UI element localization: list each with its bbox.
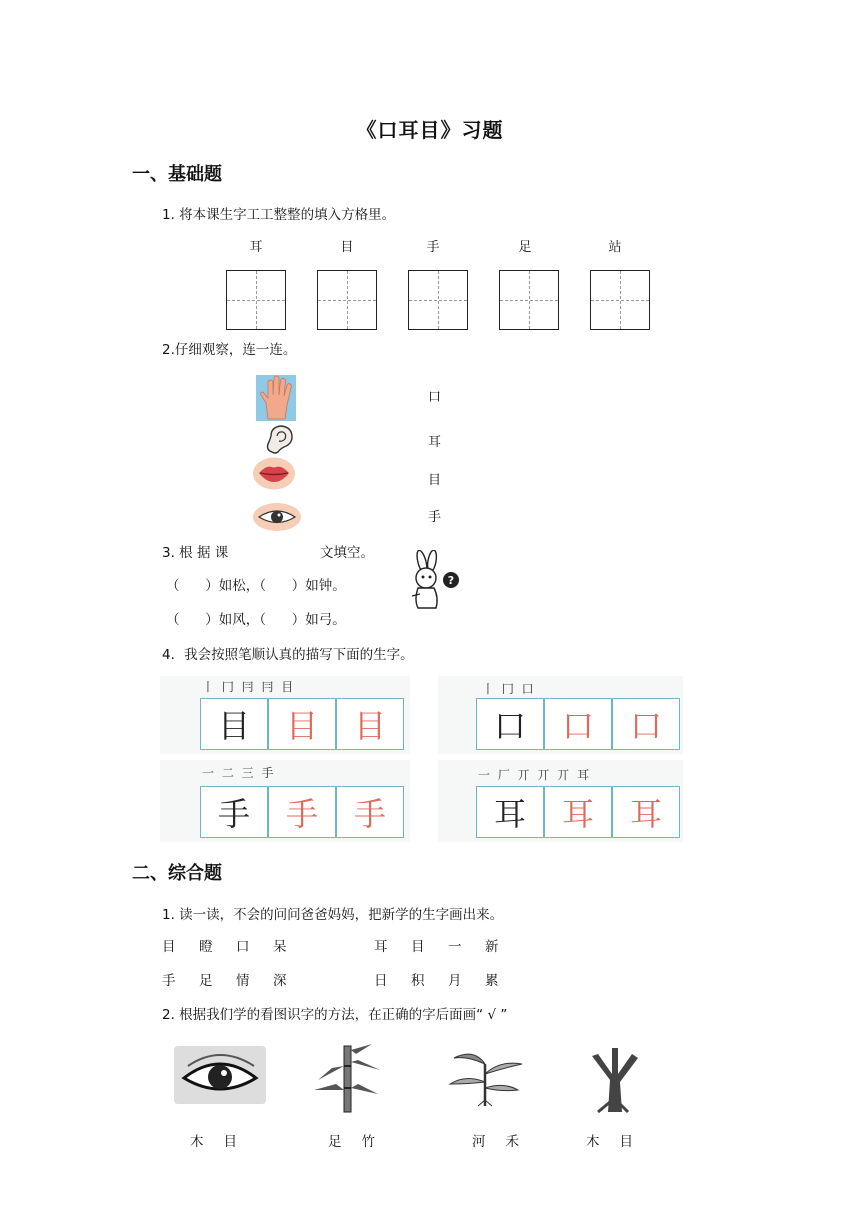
trace-cell[interactable]: 口 [544,698,612,750]
trace-cell[interactable]: 目 [268,698,336,750]
char-label-3: 手 [426,240,440,255]
option-char[interactable]: 木 [586,1134,600,1150]
idiom-char[interactable]: 月 [448,973,462,989]
option-char[interactable]: 木 [190,1134,204,1150]
trace-cell[interactable]: 目 [200,698,268,750]
idiom-char[interactable]: 口 [236,939,250,955]
eye-drawing [174,1046,266,1104]
trace-block-4 [438,760,683,842]
trace-cell[interactable]: 耳 [476,786,544,838]
q2-text: 2.仔细观察，连一连。 [162,342,297,358]
writing-grid-4[interactable] [499,270,559,330]
trace-cell[interactable]: 耳 [612,786,680,838]
idiom-char[interactable]: 累 [485,973,499,989]
q3-line-2[interactable]: （ ）如风，（ ）如弓。 [166,612,346,628]
trace-cell[interactable]: 手 [268,786,336,838]
option-1 [190,1130,237,1150]
option-char[interactable]: 禾 [505,1134,519,1150]
trace-cell[interactable]: 目 [336,698,404,750]
match-word-4[interactable]: 手 [428,510,442,525]
q3-text-a: 3. 根 据 课 [162,545,229,561]
char-label-5: 站 [608,240,622,255]
svg-text:?: ? [447,574,455,587]
grain-plant-drawing [444,1044,526,1108]
trace-block-3 [160,760,410,842]
stroke-order-4: 一 厂 丌 丌 丌 耳 [478,768,592,782]
q3-text-b: 文填空。 [320,545,374,561]
idiom-char[interactable]: 呆 [273,939,287,955]
q4-text: 4．我会按照笔顺认真的描写下面的生字。 [162,647,414,663]
q1-text: 1. 将本课生字工工整整的填入方格里。 [162,207,396,223]
section2-heading: 二、综合题 [132,863,222,884]
writing-grid-5[interactable] [590,270,650,330]
option-2 [328,1130,375,1150]
idiom-char[interactable]: 目 [411,939,425,955]
trace-cell[interactable]: 耳 [544,786,612,838]
option-4 [586,1130,633,1150]
idiom-char[interactable]: 日 [374,973,388,989]
idiom-char[interactable]: 新 [485,939,499,955]
idiom-char[interactable]: 耳 [374,939,388,955]
idiom-char[interactable]: 瞪 [199,939,213,955]
idiom-char[interactable]: 手 [162,973,176,989]
option-3 [472,1130,519,1150]
option-char[interactable]: 目 [619,1134,633,1150]
idiom-char[interactable]: 情 [236,973,250,989]
page-title: 《口耳目》习题 [356,118,504,142]
bamboo-drawing [308,1042,386,1114]
hand-picture [256,375,296,421]
trace-block-1 [160,676,410,754]
idiom-char[interactable]: 积 [411,973,425,989]
option-char[interactable]: 竹 [361,1134,375,1150]
idiom-char[interactable]: 一 [448,939,462,955]
q3-line-1[interactable]: （ ）如松，（ ）如钟。 [166,578,346,594]
stroke-order-2: 丨 冂 口 [482,682,536,696]
writing-grid-1[interactable] [226,270,286,330]
match-word-1[interactable]: 口 [428,390,442,405]
rabbit-question-picture [406,550,462,612]
writing-grid-3[interactable] [408,270,468,330]
mouth-picture [252,457,296,490]
idiom-char[interactable]: 深 [273,973,287,989]
trace-block-2 [438,676,683,754]
writing-grid-2[interactable] [317,270,377,330]
stroke-order-3: 一 二 三 手 [202,766,276,780]
trace-cell[interactable]: 口 [612,698,680,750]
trace-cell[interactable]: 手 [336,786,404,838]
idiom-char[interactable]: 足 [199,973,213,989]
option-char[interactable]: 目 [223,1134,237,1150]
match-word-2[interactable]: 耳 [428,435,442,450]
eye-picture [252,502,302,532]
section1-heading: 一、基础题 [132,164,222,185]
s2-q1-text: 1. 读一读，不会的问问爸爸妈妈，把新学的生字画出来。 [162,907,504,923]
char-label-4: 足 [518,240,532,255]
tree-drawing [578,1044,648,1114]
stroke-order-1: 丨 冂 冃 冃 目 [202,680,296,694]
s2-q2-text: 2. 根据我们学的看图识字的方法，在正确的字后面画“ √ ” [162,1007,508,1023]
match-word-3[interactable]: 目 [428,473,442,488]
ear-picture [262,424,298,454]
trace-cell[interactable]: 手 [200,786,268,838]
char-label-1: 耳 [249,240,263,255]
char-label-2: 目 [340,240,354,255]
option-char[interactable]: 足 [328,1134,342,1150]
idiom-char[interactable]: 目 [162,939,176,955]
trace-cell[interactable]: 口 [476,698,544,750]
option-char[interactable]: 河 [472,1134,486,1150]
